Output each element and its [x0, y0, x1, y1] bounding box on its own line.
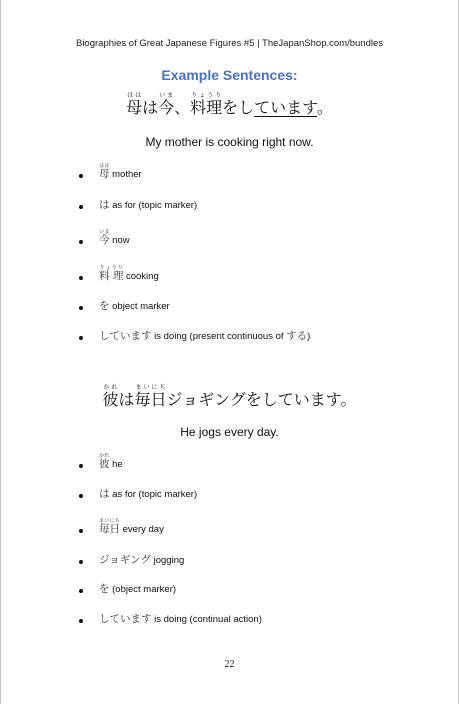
example-sentence-1-english: My mother is cooking right now. — [145, 135, 314, 149]
bullet-icon — [79, 205, 83, 209]
bullet-icon — [79, 619, 83, 623]
bullet-icon — [79, 306, 83, 310]
bullet-icon — [79, 276, 83, 280]
bullet-icon — [79, 174, 83, 178]
example-sentence-2-japanese: 彼かれは毎日まいにちジョギングをしています。 — [102, 384, 357, 409]
ruby-word: 料理りょうり — [190, 92, 223, 117]
page-header: Biographies of Great Japanese Figures #5 | TheJapanShop.com/bundles — [75, 38, 383, 49]
ruby-word: 母はは — [126, 92, 143, 117]
bullet-icon — [79, 529, 83, 533]
example-sentence-1-japanese: 母ははは今いま、料理りょうりをしています。 — [126, 92, 333, 117]
underlined-phrase: ています — [254, 98, 317, 117]
ruby-word: 毎日まいにち — [134, 384, 167, 409]
document-page: Biographies of Great Japanese Figures #5 | TheJapanShop.com/bundles Example Sentences: 母ははは今いま、料理りょうりをしています。 My mother is cooking right now. 母はは mother は as for (topic marker) 今いま now 料 理りょうり cooking を object marker しています is doing (present continuous of する) 彼かれは毎日まいにちジョギングをしています。 He jogs every day. 彼かれ he は as for (topic marker) 毎日まいにち every day ジョギング jogging を (object marker) しています is doing (continual action) 22 — [0, 0, 459, 704]
section-title: Example Sentences: — [161, 67, 298, 83]
bullet-icon — [79, 240, 83, 244]
bullet-icon — [79, 464, 83, 468]
bullet-icon — [79, 560, 83, 564]
ruby-word: 今いま — [158, 92, 175, 117]
bullet-icon — [79, 494, 83, 498]
example-sentence-2-english: He jogs every day. — [180, 425, 279, 439]
ruby-word: 彼かれ — [102, 384, 119, 409]
page-number: 22 — [224, 659, 235, 670]
bullet-icon — [79, 589, 83, 593]
bullet-icon — [79, 336, 83, 340]
